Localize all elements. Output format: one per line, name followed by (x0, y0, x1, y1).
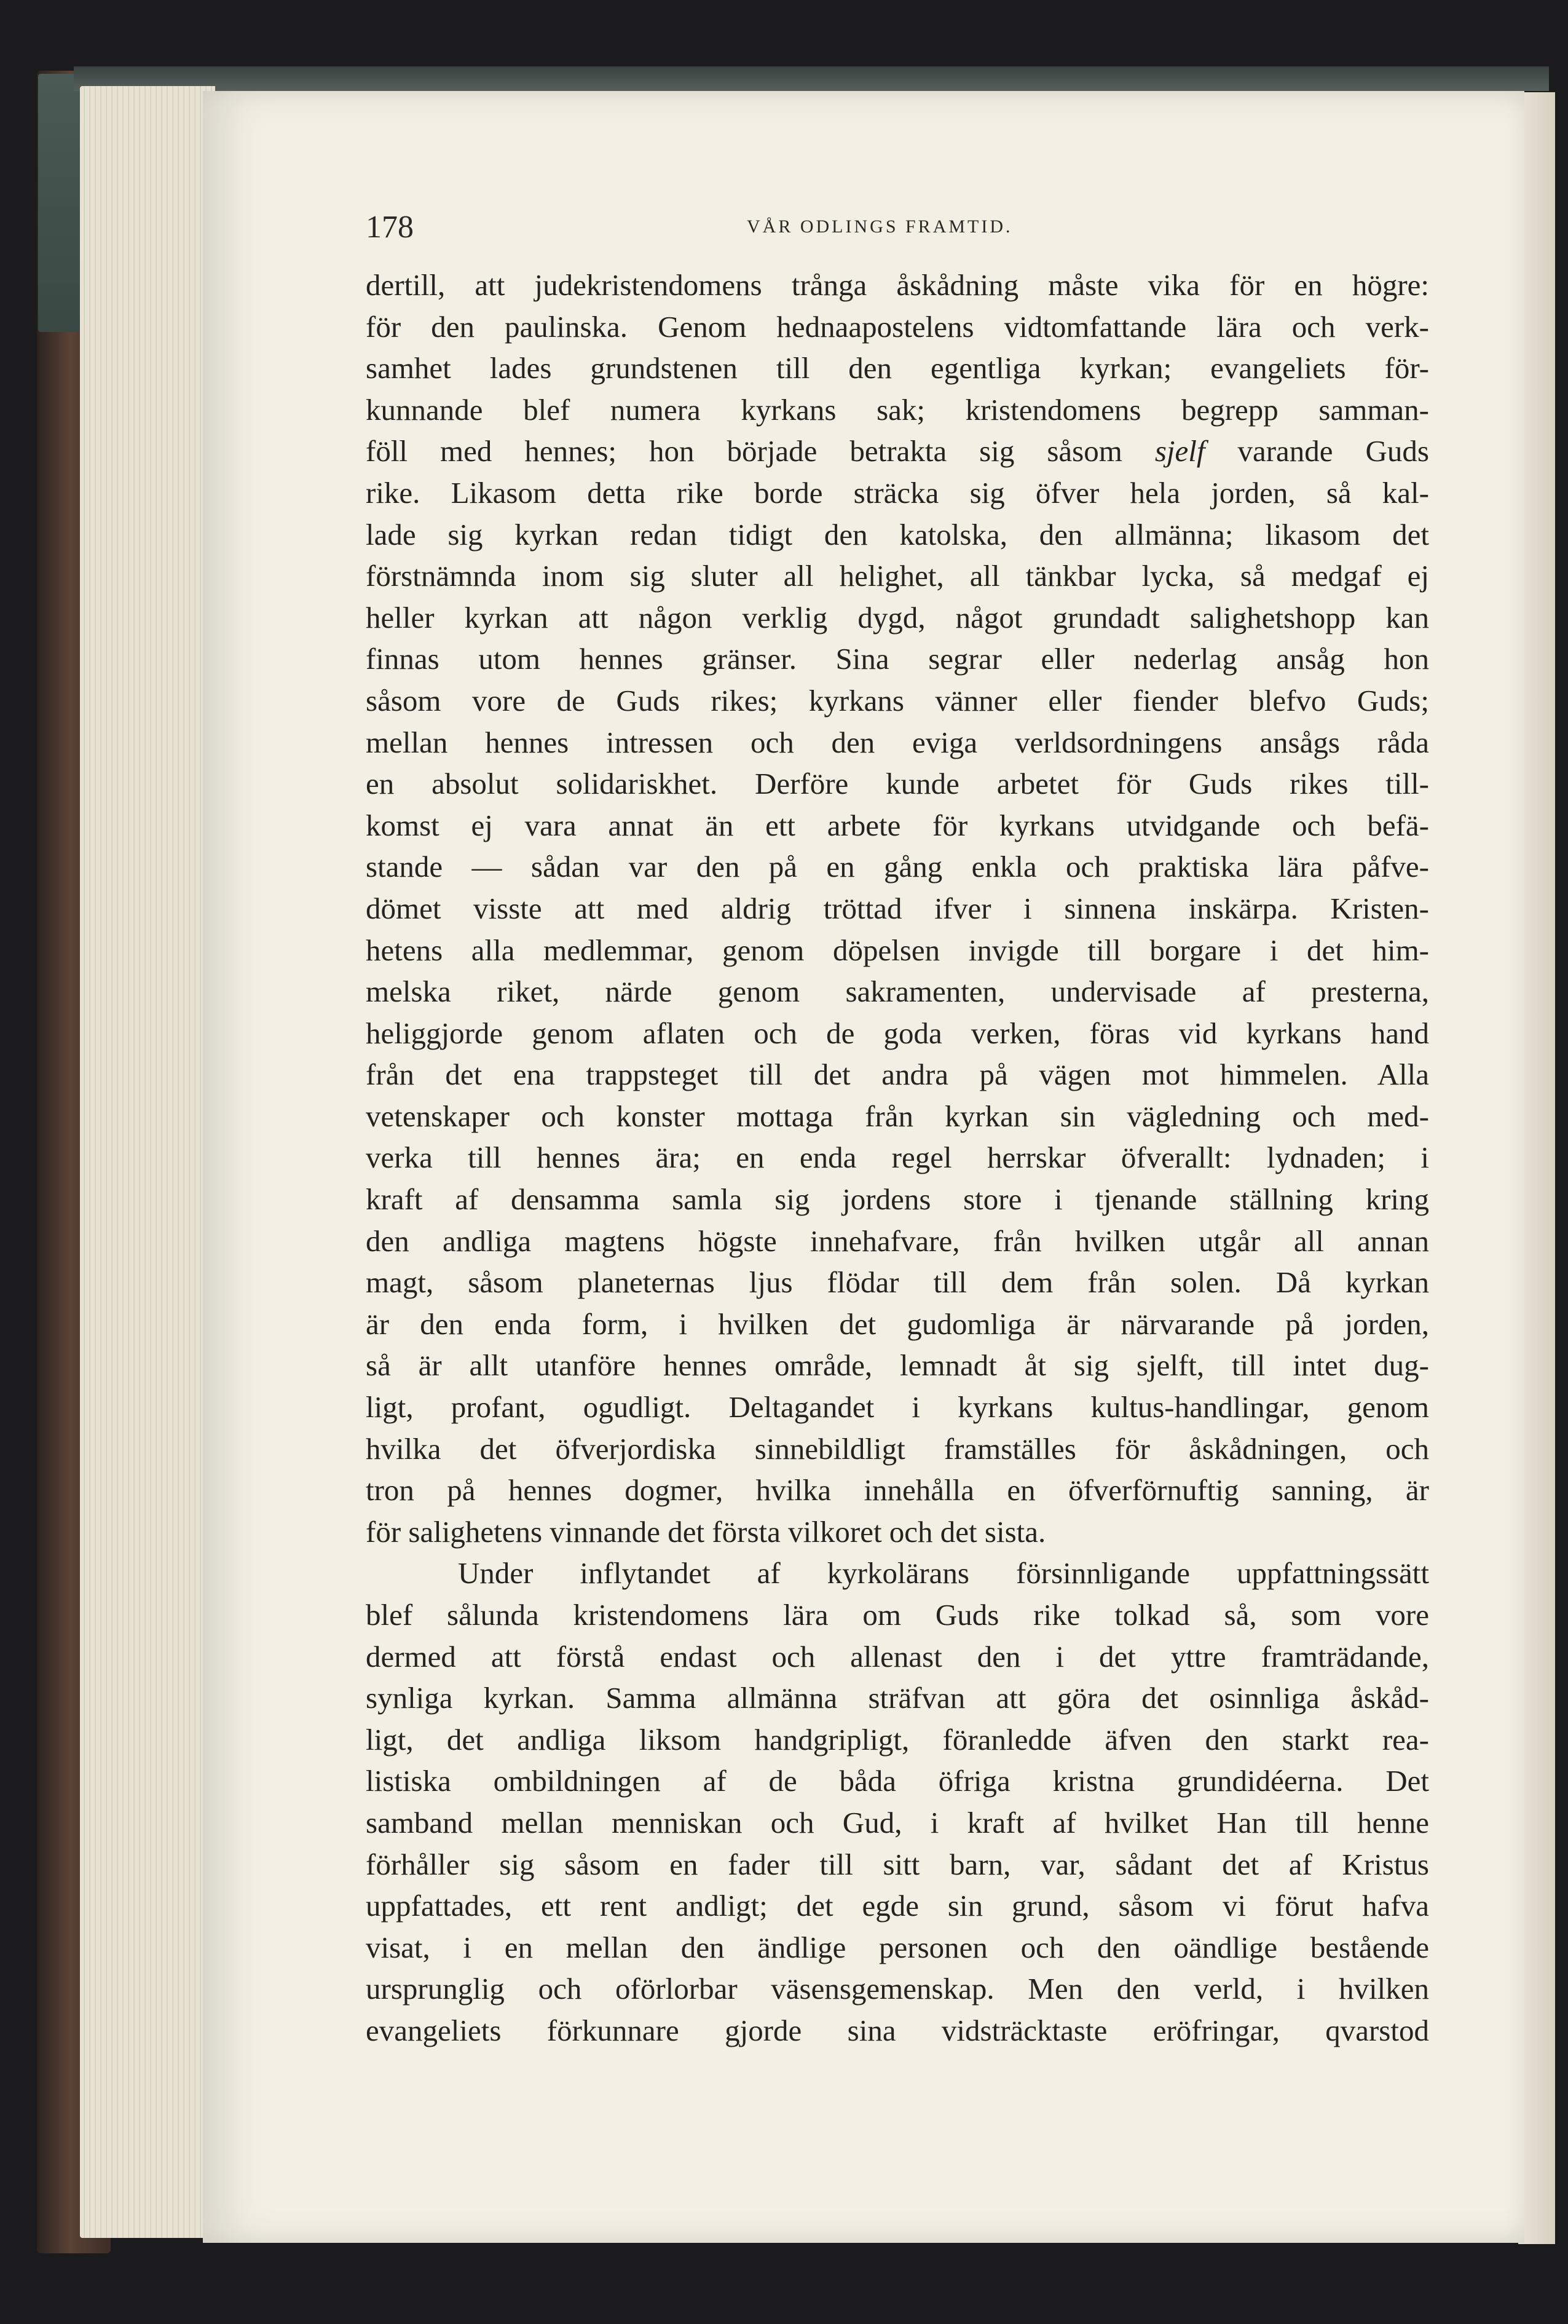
text-line: ligt, profant, ogudligt. Deltagandet i kyrkans kultus-handlingar, genom (366, 1390, 1429, 1425)
text-line: evangeliets förkunnare gjorde sina vidsträcktaste eröfringar, qvarstod (366, 2013, 1429, 2047)
text-line: så är allt utanföre hennes område, lemnadt åt sig sjelft, till intet dug- (366, 1348, 1429, 1383)
text-line: blef sålunda kristendomens lära om Guds rike tolkad så, som vore (366, 1598, 1429, 1632)
running-head: VÅR ODLINGS FRAMTID. (747, 216, 1013, 237)
body-text (366, 264, 1429, 2052)
text-line: dömet visste att med aldrig tröttad ifver i sinnena inskärpa. Kristen- (366, 891, 1429, 925)
text-line: listiska ombildningen af de båda öfriga kristna grundidéerna. Det (366, 1764, 1429, 1798)
text-line: lade sig kyrkan redan tidigt den katolska, den allmänna; likasom det (366, 517, 1429, 551)
text-line: för den paulinska. Genom hednaapostelens vidtomfattande lära och verk- (366, 309, 1429, 344)
text-line: för salighetens vinnande det första vilkoret och det sista. (366, 1514, 1046, 1549)
text-line: dermed att förstå endast och allenast den i det yttre framträdande, (366, 1639, 1429, 1674)
text-line: föll med hennes; hon började betrakta sig såsom sjelf varande Guds (366, 434, 1429, 468)
text-line: melska riket, närde genom sakramenten, undervisade af presterna, (366, 974, 1429, 1009)
text-line: förhåller sig såsom en fader till sitt barn, var, sådant det af Kristus (366, 1847, 1429, 1881)
book-top-edge (74, 66, 1549, 91)
text-line: mellan hennes intressen och den eviga verldsordningens ansågs råda (366, 725, 1429, 759)
text-line: samband mellan menniskan och Gud, i kraft af hvilket Han till henne (366, 1805, 1429, 1840)
text-line: förstnämnda inom sig sluter all helighet, all tänkbar lycka, så medgaf ej (366, 559, 1429, 593)
text-line: stande — sådan var den på en gång enkla och praktiska lära påfve- (366, 850, 1429, 884)
text-line: den andliga magtens högste innehafvare, från hvilken utgår all annan (366, 1223, 1429, 1258)
text-line: från det ena trappsteget till det andra på vägen mot himmelen. Alla (366, 1057, 1429, 1092)
text-line: en absolut solidariskhet. Derföre kunde arbetet för Guds rikes till- (366, 767, 1429, 801)
page-number: 178 (366, 210, 414, 245)
text-line: uppfattades, ett rent andligt; det egde sin grund, såsom vi förut hafva (366, 1889, 1429, 1923)
text-line: kraft af densamma samla sig jordens store i tjenande ställning kring (366, 1182, 1429, 1217)
text-line: Under inflytandet af kyrkolärans försinnligande uppfattningssätt (458, 1556, 1429, 1591)
text-line: finnas utom hennes gränser. Sina segrar eller nederlag ansåg hon (366, 642, 1429, 676)
text-line: hetens alla medlemmar, genom döpelsen invigde till borgare i det him- (366, 933, 1429, 967)
text-line: visat, i en mellan den ändlige personen och den oändlige bestående (366, 1930, 1429, 1964)
text-line: heller kyrkan att någon verklig dygd, något grundadt salighetshopp kan (366, 600, 1429, 634)
text-line: dertill, att judekristendomens trånga åskådning måste vika för en högre: (366, 268, 1429, 302)
text-line: vetenskaper och konster mottaga från kyrkan sin vägledning och med- (366, 1099, 1429, 1133)
text-line: tron på hennes dogmer, hvilka innehålla en öfverförnuftig sanning, är (366, 1473, 1429, 1508)
text-line: ligt, det andliga liksom handgripligt, föranledde äfven den starkt rea- (366, 1722, 1429, 1757)
text-line: såsom vore de Guds rikes; kyrkans vänner eller fiender blefvo Guds; (366, 683, 1429, 717)
page-edges-stack (80, 86, 215, 2238)
text-line: samhet lades grundstenen till den egentliga kyrkan; evangeliets för- (366, 351, 1429, 385)
text-line: magt, såsom planeternas ljus flödar till dem från solen. Då kyrkan (366, 1265, 1429, 1300)
text-line: verka till hennes ära; en enda regel herrskar öfverallt: lydnaden; i (366, 1140, 1429, 1175)
text-line: är den enda form, i hvilken det gudomliga är närvarande på jorden, (366, 1306, 1429, 1341)
text-line: ursprunglig och oförlorbar väsensgemenskap. Men den verld, i hvilken (366, 1972, 1429, 2006)
text-line: heliggjorde genom aflaten och de goda verken, föras vid kyrkans hand (366, 1016, 1429, 1050)
text-line: kunnande blef numera kyrkans sak; kristendomens begrepp samman- (366, 392, 1429, 427)
text-line: komst ej vara annat än ett arbete för kyrkans utvidgande och befä- (366, 808, 1429, 842)
text-line: synliga kyrkan. Samma allmänna sträfvan att göra det osinnliga åskåd- (366, 1681, 1429, 1715)
page-header (366, 209, 1429, 258)
text-line: hvilka det öfverjordiska sinnebildligt framställes för åskådningen, och (366, 1431, 1429, 1466)
text-line: rike. Likasom detta rike borde sträcka sig öfver hela jorden, så kal- (366, 475, 1429, 510)
